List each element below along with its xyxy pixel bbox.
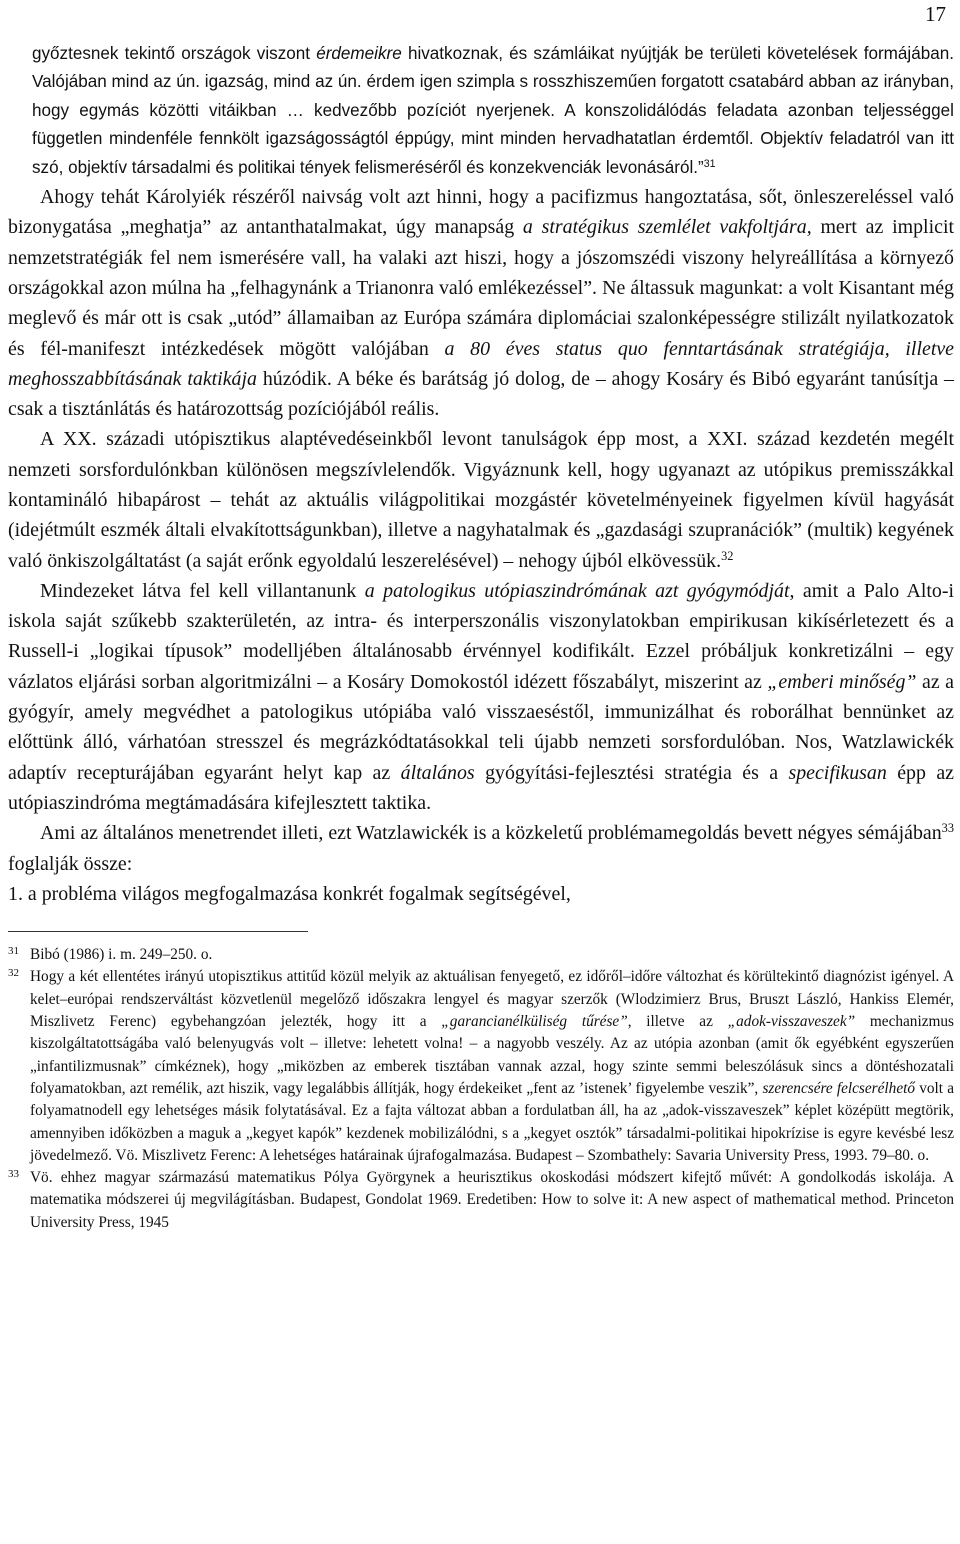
page-body [8, 40, 954, 1234]
paragraph-3 [8, 576, 954, 818]
paragraph-4 [8, 818, 954, 879]
paragraph-text: foglalják össze: [8, 852, 133, 875]
footnote-ref-33[interactable]: 33 [941, 821, 954, 836]
footnote-text: Hogy a két ellentétes irányú utopisztikus attitűd közül melyik az aktuálisan fenyegető, ez időről–időre változhat és körültekintő diagnózist igényel. A kelet–európai rendszerváltást közvetlenül megelőző időszakra lengyel és magyar szerzők (Wlodzimierz Brus, Bruszt László, Hankiss Elemér, Miszlivetz Ferenc) egybehangzóan jelezték, hogy itt a [30, 968, 954, 1031]
paragraph-emphasis: specifikusan [788, 761, 887, 784]
paragraph-text: A XX. századi utópisztikus alaptévedéseinkből levont tanulságok épp most, a XXI. század kezdetén megélt nemzeti sorsfordulónkban különösen megszívlelendők. Vigyáznunk kell, hogy ugyanazt az utópikus premisszákkal kontamináló hibapárost – tehát az aktuális világpolitikai mozgástér követelményeinek figyelmen kívül hagyását (idejétmúlt eszmék általi elvakítottságunkban), illetve a nagyhatalmak és „gazdasági szupranációk” (multik) kegyének való önkiszolgáltatást (a saját erőnk egyoldalú leszerelésével) – nehogy újból elkövessük. [8, 428, 954, 572]
paragraph-text: gyógyítási-fejlesztési stratégia és a [474, 761, 789, 784]
paragraph-2 [8, 424, 954, 575]
footnote-33 [8, 1167, 954, 1234]
footnote-emphasis: „garancianélküliség tűrése” [441, 1013, 628, 1031]
page-number: 17 [925, 2, 946, 26]
paragraph-text: húzódik. A béke és barátság jó dolog, de – ahogy Kosáry és Bibó egyaránt tanúsítja – csak a tisztánlátás és határozottság pozíciójából reális. [8, 367, 954, 421]
paragraph-text: Mindezeket látva fel kell villantanunk [40, 579, 365, 602]
footnote-marker: 31 [8, 945, 19, 958]
paragraph-emphasis: a patologikus utópiaszindrómának azt gyógymódját [364, 579, 790, 602]
footnote-ref-32[interactable]: 32 [721, 548, 734, 563]
footnote-marker: 32 [8, 967, 19, 980]
footnote-marker: 33 [8, 1168, 19, 1181]
paragraph-text: épp az utópiaszindróma megtámadására kifejlesztett taktika. [8, 761, 954, 814]
footnote-32 [8, 966, 954, 1167]
footnote-31 [8, 944, 954, 966]
paragraph-text: Ahogy tehát Károlyiék részéről naivság volt azt hinni, hogy a pacifizmus hangoztatása, sőt, önleszereléssel való bizonygatása „meghatja” az antanthatalmakat, úgy manapság [8, 186, 954, 239]
footnote-divider [8, 931, 308, 932]
footnote-emphasis: szerencsére felcserélhető [762, 1079, 916, 1097]
paragraph-text: , amit a Palo Alto-i iskola saját szűkebb szakterületén, az intra- és interperszonális viszonylatokban empirikusan kikísérletezett és a Russell-i „logikai típusok” modelljében általánosabb érvénnyel kodifikált. Ezzel próbáljuk konkretizálni – egy vázlatos eljárási sorban algoritmizálni – a Kosáry Domokostól idézett főszabályt, miszerint az [8, 579, 954, 693]
quote-text: hivatkoznak, és számláikat nyújtják be területi követelések formájában. Valójában mind az ún. igazság, mind az ún. érdem igen szimpla s rosszhiszeműen forgatott csatabárd abban az irányban, hogy egymás közötti vitáikban … kedvezőbb pozíciót nyerjenek. A konszolidálódás feladata azonban teljességgel független mindenféle fennkölt igazságosságtól éppúgy, mint minden hervadhatatlan érdemtől. Objektív feladatról van itt szó, objektív társadalmi és politikai tények felismeréséről és konzekvenciák levonásáról.” [32, 44, 954, 177]
footnote-text: mechanizmus kiszolgáltatottságába való belenyugvás volt – illetve: lehetett volna! – a nagyobb veszély. Az az utópia azonban (amit ők egyébként egyszerűen „infantilizmusnak” címkéznek), hogy „miközben az emberek tisztában vannak azzal, hogy szinte semmi beleszólásuk sincs a döntéshozatali folyamatokban, azt remélik, azt hiszik, vagy legalábbis állítják, hogy érdekeiket „fent az ’istenek’ figyelembe veszik”, [30, 1013, 954, 1097]
paragraph-emphasis: általános [400, 761, 475, 784]
footnote-emphasis: „adok-visszaveszek” [727, 1013, 856, 1031]
footnote-text: , illetve az [627, 1013, 728, 1031]
footnote-ref-31[interactable]: 31 [703, 157, 716, 170]
footnote-text: Vö. ehhez magyar származású matematikus Pólya Györgynek a heurisztikus okoskodási módszert kifejtő művét: A gondolkodás iskolája. A matematika módszerei új megvilágításban. Budapest, Gondolat 1969. Eredetiben: How to solve it: A new aspect of mathematical method. Princeton University Press, 1945 [30, 1169, 954, 1231]
list-item: 1. a probléma világos megfogalmazása konkrét fogalmak segítségével, [8, 882, 571, 905]
quote-text: győztesnek tekintő országok viszont [32, 44, 317, 63]
paragraph-text: Ami az általános menetrendet illeti, ezt Watzlawickék is a közkeletű problémamegoldás bevett négyes sémájában [40, 822, 942, 845]
footnote-text: Bibó (1986) i. m. 249–250. o. [30, 946, 213, 964]
block-quote [8, 40, 954, 182]
paragraph-emphasis: a stratégikus szemlélet vakfoltjára, [522, 216, 812, 239]
paragraph-emphasis: a 80 éves status quo fenntartásának stratégiája, illetve meghosszabbításának taktikája [8, 337, 954, 390]
footnote-text: volt a folyamatnodell egy lehetséges másik folytatásával. Ez a fajta változat abban a fordulatban áll, ha az „adok-visszaveszek” képlet középütt megtörik, amennyiben időközben a maguk a „kegyet kapók” kezdenek mobilizálódni, s a „kegyet osztók” társadalmi-politikai hipokrízise is egyre kevésbé lesz jövedelmező. Vö. Miszlivetz Ferenc: A lehetséges határainak újrafogalmazása. Budapest – Szombathely: Savaria University Press, 1993. 79–80. o. [30, 1079, 954, 1164]
paragraph-text: az a gyógyír, amely megvédhet a patologikus utópiába való visszaeséstől, immunizálhat és roborálhat bennünket az előttünk álló, várhatóan stresszel és megrázkódtatásokkal teli újabb nemzeti sorsfordulóban. Nos, Watzlawickék adaptív recepturájában egyaránt helyt kap az [8, 670, 954, 784]
paragraph-1 [8, 182, 954, 424]
paragraph-emphasis: „emberi minőség” [767, 670, 917, 693]
paragraph-text: mert az implicit nemzetstratégiák fel nem ismerésére vall, ha valaki azt hiszi, hogy a jószomszédi viszony helyreállítása a környező országokkal azon múlna ha „felhagynánk a Trianonra való emlékezéssel”. Ne áltassuk magunkat: a volt Kisantant még meglevő és már ott is csak „utód” államaiban az Európa számára diplomáciai szalonképességre stilizált nyilatkozatok és fél-manifeszt intézkedések mögött valójában [8, 216, 954, 360]
quote-emphasis: érdemeikre [316, 44, 402, 63]
